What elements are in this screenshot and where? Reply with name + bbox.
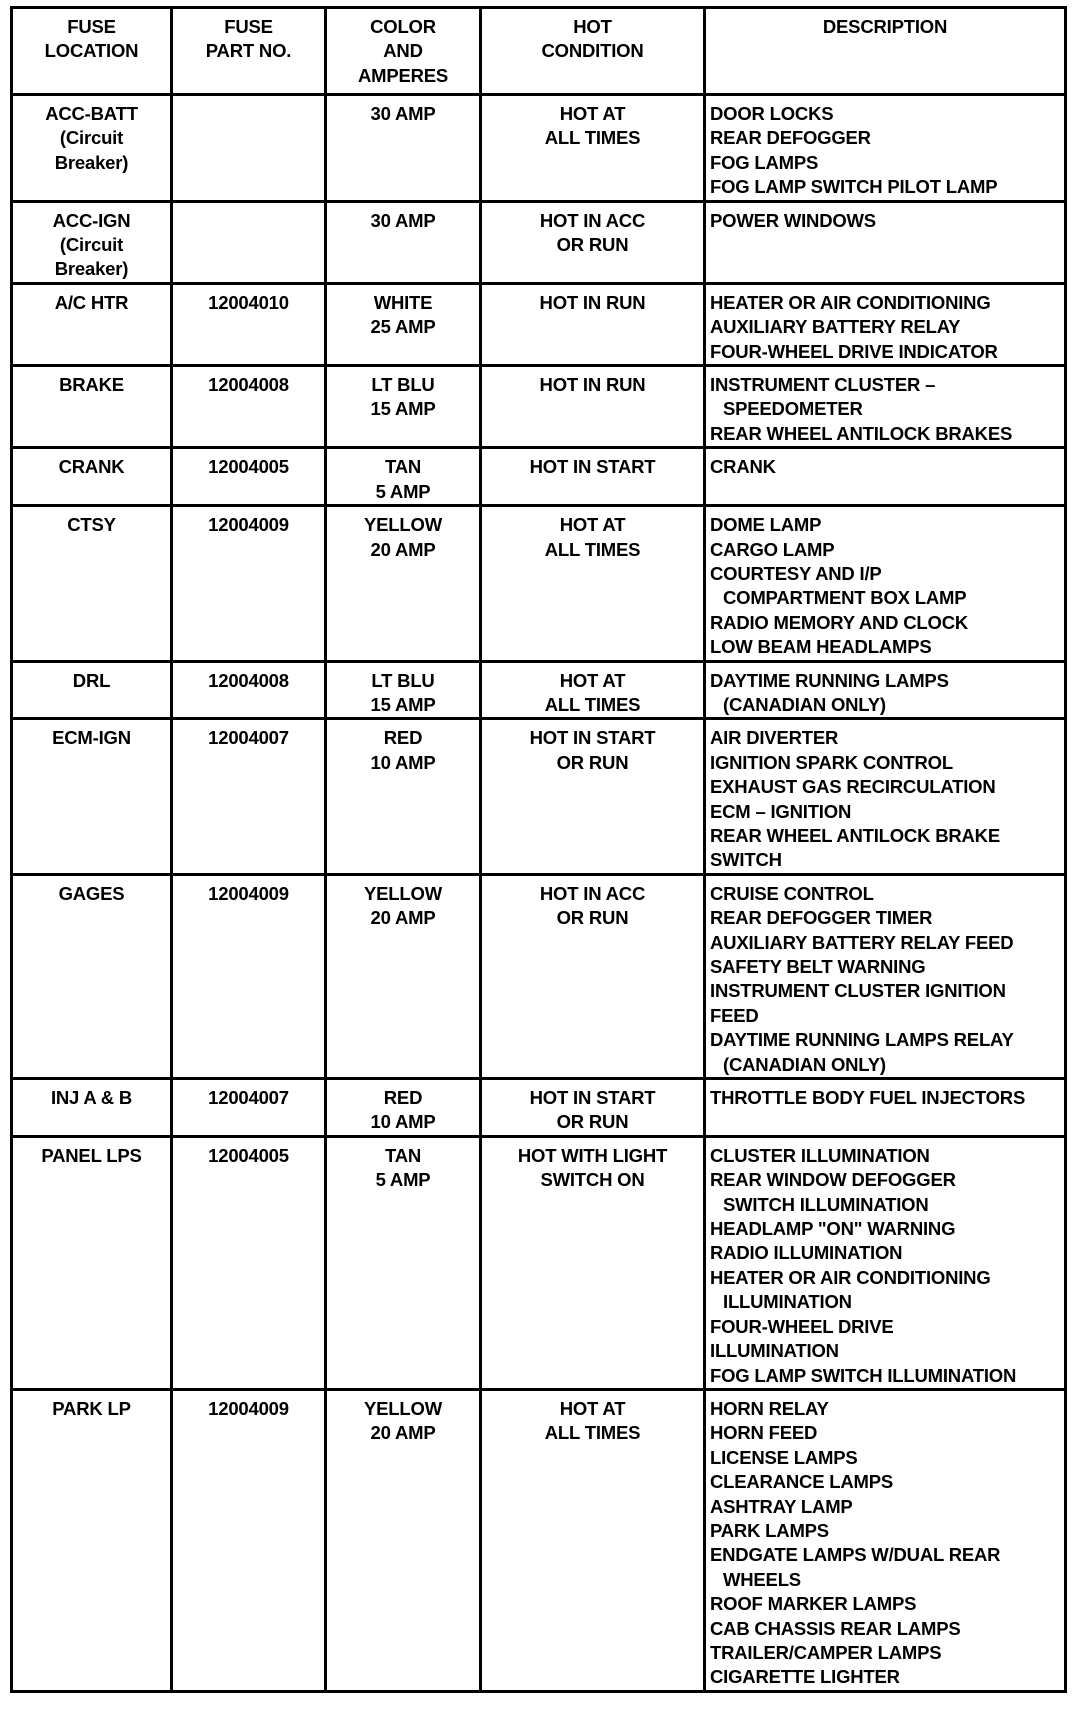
cell-hot-condition	[481, 874, 705, 1078]
cell-hot-condition	[481, 283, 705, 365]
cell-line: PANEL LPS	[41, 1144, 142, 1166]
cell-line: SWITCH ILLUMINATION	[723, 1193, 929, 1215]
cell-line: CONDITION	[541, 40, 644, 62]
cell-line: YELLOW	[364, 514, 442, 536]
cell-hot-condition	[481, 1136, 705, 1389]
cell-line: CTSY	[67, 514, 116, 536]
cell-line: CIGARETTE LIGHTER	[710, 1666, 900, 1688]
cell-line: DAYTIME RUNNING LAMPS RELAY	[710, 1029, 1014, 1051]
cell-line: TAN	[384, 1144, 422, 1166]
cell-line: FOUR-WHEEL DRIVE INDICATOR	[710, 340, 998, 362]
cell-fuse-location	[12, 95, 172, 202]
cell-line: HORN FEED	[710, 1422, 818, 1444]
cell-line: RED	[383, 1087, 423, 1109]
cell-line: 12004008	[208, 669, 289, 691]
cell-line: HOT IN START	[529, 727, 656, 749]
table-row	[12, 201, 1066, 283]
header-fuse-location	[12, 8, 172, 95]
table-row	[12, 1136, 1066, 1389]
cell-line: 30 AMP	[370, 209, 436, 231]
cell-line: CRANK	[710, 456, 776, 478]
cell-line: HOT AT	[559, 514, 626, 536]
cell-line: 20 AMP	[370, 1422, 436, 1444]
cell-line: 12004005	[208, 1144, 289, 1166]
cell-line: SWITCH ON	[540, 1169, 645, 1191]
cell-line: HOT IN RUN	[539, 291, 646, 313]
cell-line: PARK LP	[52, 1397, 131, 1419]
cell-line: FUSE	[67, 16, 116, 37]
cell-color-amperes	[326, 874, 481, 1078]
cell-line: PARK LAMPS	[710, 1519, 829, 1541]
cell-description	[705, 506, 1066, 661]
header-color-and-amperes	[326, 8, 481, 95]
cell-line: 12004007	[208, 727, 289, 749]
cell-line: IGNITION SPARK CONTROL	[710, 751, 953, 773]
cell-line: 12004005	[208, 456, 289, 478]
cell-line: ENDGATE LAMPS W/DUAL REAR	[710, 1544, 1001, 1566]
cell-line: ECM – IGNITION	[710, 800, 852, 822]
cell-line: 25 AMP	[370, 316, 436, 338]
cell-description	[705, 1079, 1066, 1137]
cell-line: OR RUN	[556, 907, 629, 929]
cell-line: FUSE	[224, 16, 273, 37]
cell-color-amperes	[326, 719, 481, 874]
header-row	[12, 8, 1066, 95]
cell-fuse-part-no	[172, 661, 326, 719]
cell-line: (Circuit	[59, 234, 124, 256]
cell-line: REAR WHEEL ANTILOCK BRAKE	[710, 824, 1000, 846]
cell-fuse-part-no	[172, 448, 326, 506]
cell-line: WHEELS	[723, 1568, 801, 1590]
cell-line: WHITE	[373, 291, 433, 313]
cell-hot-condition	[481, 1079, 705, 1137]
cell-line: EXHAUST GAS RECIRCULATION	[710, 776, 996, 798]
cell-line: ILLUMINATION	[710, 1340, 839, 1362]
table-row	[12, 1389, 1066, 1691]
cell-line: HOT IN START	[529, 1087, 656, 1109]
cell-fuse-location	[12, 1079, 172, 1137]
cell-hot-condition	[481, 719, 705, 874]
cell-line: DOME LAMP	[710, 514, 822, 536]
cell-color-amperes	[326, 661, 481, 719]
cell-description	[705, 661, 1066, 719]
cell-color-amperes	[326, 201, 481, 283]
cell-line: HOT AT	[559, 669, 626, 691]
table-row	[12, 366, 1066, 448]
cell-line: COLOR	[370, 16, 436, 37]
cell-line: CARGO LAMP	[710, 538, 835, 560]
cell-line: ASHTRAY LAMP	[710, 1495, 853, 1517]
cell-line: HEATER OR AIR CONDITIONING	[710, 1266, 991, 1288]
cell-line: Breaker)	[54, 151, 129, 173]
cell-description	[705, 874, 1066, 1078]
cell-line: TAN	[384, 456, 422, 478]
cell-color-amperes	[326, 1136, 481, 1389]
cell-hot-condition	[481, 448, 705, 506]
cell-line: (Circuit	[59, 127, 124, 149]
cell-line: 12004007	[208, 1087, 289, 1109]
cell-hot-condition	[481, 201, 705, 283]
cell-line: COURTESY AND I/P	[710, 562, 882, 584]
cell-line: 10 AMP	[370, 751, 436, 773]
cell-line: GAGES	[58, 882, 125, 904]
cell-line: INJ A & B	[50, 1087, 133, 1109]
cell-color-amperes	[326, 506, 481, 661]
cell-line: ALL TIMES	[544, 127, 641, 149]
cell-line: CLEARANCE LAMPS	[710, 1471, 894, 1493]
cell-line: DESCRIPTION	[822, 16, 948, 37]
cell-line: AND	[383, 40, 423, 62]
cell-color-amperes	[326, 283, 481, 365]
cell-line: ACC-BATT	[45, 103, 138, 124]
cell-line: ALL TIMES	[544, 693, 641, 715]
cell-line: THROTTLE BODY FUEL INJECTORS	[710, 1087, 1026, 1109]
cell-hot-condition	[481, 1389, 705, 1691]
table-row	[12, 448, 1066, 506]
cell-fuse-part-no	[172, 506, 326, 661]
cell-line: LT BLU	[371, 669, 435, 691]
cell-description	[705, 719, 1066, 874]
cell-fuse-location	[12, 283, 172, 365]
cell-line: INSTRUMENT CLUSTER IGNITION	[710, 980, 1006, 1002]
cell-line: LOW BEAM HEADLAMPS	[710, 636, 932, 658]
cell-line: LT BLU	[371, 374, 435, 396]
cell-line: ACC-IGN	[52, 209, 131, 231]
cell-line: REAR DEFOGGER TIMER	[710, 907, 933, 929]
cell-line: FEED	[710, 1004, 759, 1026]
table-row	[12, 661, 1066, 719]
cell-line: 30 AMP	[370, 103, 436, 124]
cell-line: Breaker)	[54, 258, 129, 280]
cell-line: 20 AMP	[370, 538, 436, 560]
cell-fuse-location	[12, 719, 172, 874]
cell-line: REAR DEFOGGER	[710, 127, 871, 149]
header-hot-condition	[481, 8, 705, 95]
cell-description	[705, 448, 1066, 506]
cell-line: SWITCH	[710, 849, 782, 871]
cell-hot-condition	[481, 95, 705, 202]
cell-line: 15 AMP	[370, 398, 436, 420]
cell-line: 12004009	[208, 882, 289, 904]
cell-fuse-location	[12, 448, 172, 506]
cell-line: SAFETY BELT WARNING	[710, 956, 926, 977]
cell-line: AUXILIARY BATTERY RELAY	[710, 316, 961, 338]
cell-line: 12004009	[208, 514, 289, 536]
cell-fuse-part-no	[172, 1079, 326, 1137]
cell-fuse-part-no	[172, 719, 326, 874]
header-description	[705, 8, 1066, 95]
cell-line: RADIO ILLUMINATION	[710, 1242, 903, 1264]
cell-line: CRUISE CONTROL	[710, 882, 874, 904]
cell-fuse-location	[12, 201, 172, 283]
cell-line: OR RUN	[556, 1111, 629, 1133]
cell-line: 10 AMP	[370, 1111, 436, 1133]
cell-hot-condition	[481, 661, 705, 719]
cell-fuse-location	[12, 366, 172, 448]
cell-line: AMPERES	[357, 64, 449, 86]
cell-line: 12004008	[208, 374, 289, 396]
cell-line: HEADLAMP "ON" WARNING	[710, 1218, 956, 1240]
cell-line: HOT	[573, 16, 612, 37]
cell-line: RED	[383, 727, 423, 749]
cell-line: ROOF MARKER LAMPS	[710, 1593, 917, 1615]
cell-fuse-location	[12, 661, 172, 719]
cell-line: SPEEDOMETER	[723, 398, 863, 420]
cell-line: 12004010	[208, 291, 289, 313]
cell-line: 15 AMP	[370, 693, 436, 715]
cell-description	[705, 201, 1066, 283]
cell-line: REAR WINDOW DEFOGGER	[710, 1169, 956, 1191]
cell-line: DRL	[72, 669, 111, 691]
cell-color-amperes	[326, 1079, 481, 1137]
cell-fuse-part-no	[172, 95, 326, 202]
cell-fuse-location	[12, 874, 172, 1078]
cell-description	[705, 1136, 1066, 1389]
cell-line: OR RUN	[556, 751, 629, 773]
cell-line: CLUSTER ILLUMINATION	[710, 1144, 930, 1166]
cell-line: HOT IN START	[529, 456, 656, 478]
cell-line: CAB CHASSIS REAR LAMPS	[710, 1617, 961, 1639]
cell-line: 5 AMP	[375, 480, 431, 502]
cell-line: (CANADIAN ONLY)	[723, 693, 886, 715]
fuse-table	[10, 6, 1067, 1693]
table-row	[12, 506, 1066, 661]
cell-fuse-location	[12, 506, 172, 661]
cell-line: HOT AT	[559, 103, 626, 124]
cell-line: HORN RELAY	[710, 1397, 829, 1419]
cell-line: BRAKE	[59, 374, 124, 396]
cell-color-amperes	[326, 366, 481, 448]
cell-line: POWER WINDOWS	[710, 209, 876, 231]
cell-line: 20 AMP	[370, 907, 436, 929]
cell-fuse-part-no	[172, 1136, 326, 1389]
cell-line: HEATER OR AIR CONDITIONING	[710, 291, 991, 313]
cell-line: CRANK	[58, 456, 125, 478]
cell-line: HOT AT	[559, 1397, 626, 1419]
cell-line: RADIO MEMORY AND CLOCK	[710, 611, 969, 633]
cell-fuse-part-no	[172, 874, 326, 1078]
cell-line: AIR DIVERTER	[710, 727, 839, 749]
cell-line: TRAILER/CAMPER LAMPS	[710, 1641, 942, 1663]
cell-description	[705, 1389, 1066, 1691]
cell-fuse-part-no	[172, 283, 326, 365]
cell-line: ALL TIMES	[544, 1422, 641, 1444]
cell-line: YELLOW	[364, 1397, 442, 1419]
cell-line: A/C HTR	[54, 291, 129, 313]
cell-line: AUXILIARY BATTERY RELAY FEED	[710, 931, 1014, 953]
cell-fuse-part-no	[172, 1389, 326, 1691]
table-row	[12, 719, 1066, 874]
cell-line: HOT IN ACC	[539, 882, 646, 904]
cell-line: FOG LAMPS	[710, 151, 819, 173]
cell-line: (CANADIAN ONLY)	[723, 1053, 886, 1075]
cell-line: HOT IN ACC	[539, 209, 646, 231]
table-row	[12, 95, 1066, 202]
cell-color-amperes	[326, 448, 481, 506]
cell-line: FOG LAMP SWITCH PILOT LAMP	[710, 176, 998, 198]
cell-line: ILLUMINATION	[723, 1291, 852, 1313]
cell-line: YELLOW	[364, 882, 442, 904]
cell-line: COMPARTMENT BOX LAMP	[723, 587, 967, 609]
cell-fuse-location	[12, 1389, 172, 1691]
cell-line: DOOR LOCKS	[710, 103, 834, 124]
cell-line: LICENSE LAMPS	[710, 1446, 858, 1468]
cell-hot-condition	[481, 506, 705, 661]
cell-line: ALL TIMES	[544, 538, 641, 560]
cell-color-amperes	[326, 1389, 481, 1691]
cell-line: FOG LAMP SWITCH ILLUMINATION	[710, 1364, 1017, 1386]
table-row	[12, 1079, 1066, 1137]
cell-line: OR RUN	[556, 234, 629, 256]
cell-line: ECM-IGN	[52, 727, 131, 749]
cell-description	[705, 95, 1066, 202]
header-fuse-part-no	[172, 8, 326, 95]
cell-description	[705, 283, 1066, 365]
cell-line: REAR WHEEL ANTILOCK BRAKES	[710, 422, 1013, 444]
cell-description	[705, 366, 1066, 448]
cell-line: HOT IN RUN	[539, 374, 646, 396]
cell-line: 12004009	[208, 1397, 289, 1419]
cell-fuse-location	[12, 1136, 172, 1389]
table-row	[12, 874, 1066, 1078]
cell-line: FOUR-WHEEL DRIVE	[710, 1315, 894, 1337]
cell-line: 5 AMP	[375, 1169, 431, 1191]
cell-fuse-part-no	[172, 201, 326, 283]
cell-line: PART NO.	[205, 40, 292, 62]
cell-fuse-part-no	[172, 366, 326, 448]
table-row	[12, 283, 1066, 365]
cell-hot-condition	[481, 366, 705, 448]
cell-line: HOT WITH LIGHT	[517, 1144, 668, 1166]
cell-line: DAYTIME RUNNING LAMPS	[710, 669, 949, 691]
cell-line: INSTRUMENT CLUSTER –	[710, 374, 936, 396]
cell-line: LOCATION	[44, 40, 139, 62]
cell-color-amperes	[326, 95, 481, 202]
